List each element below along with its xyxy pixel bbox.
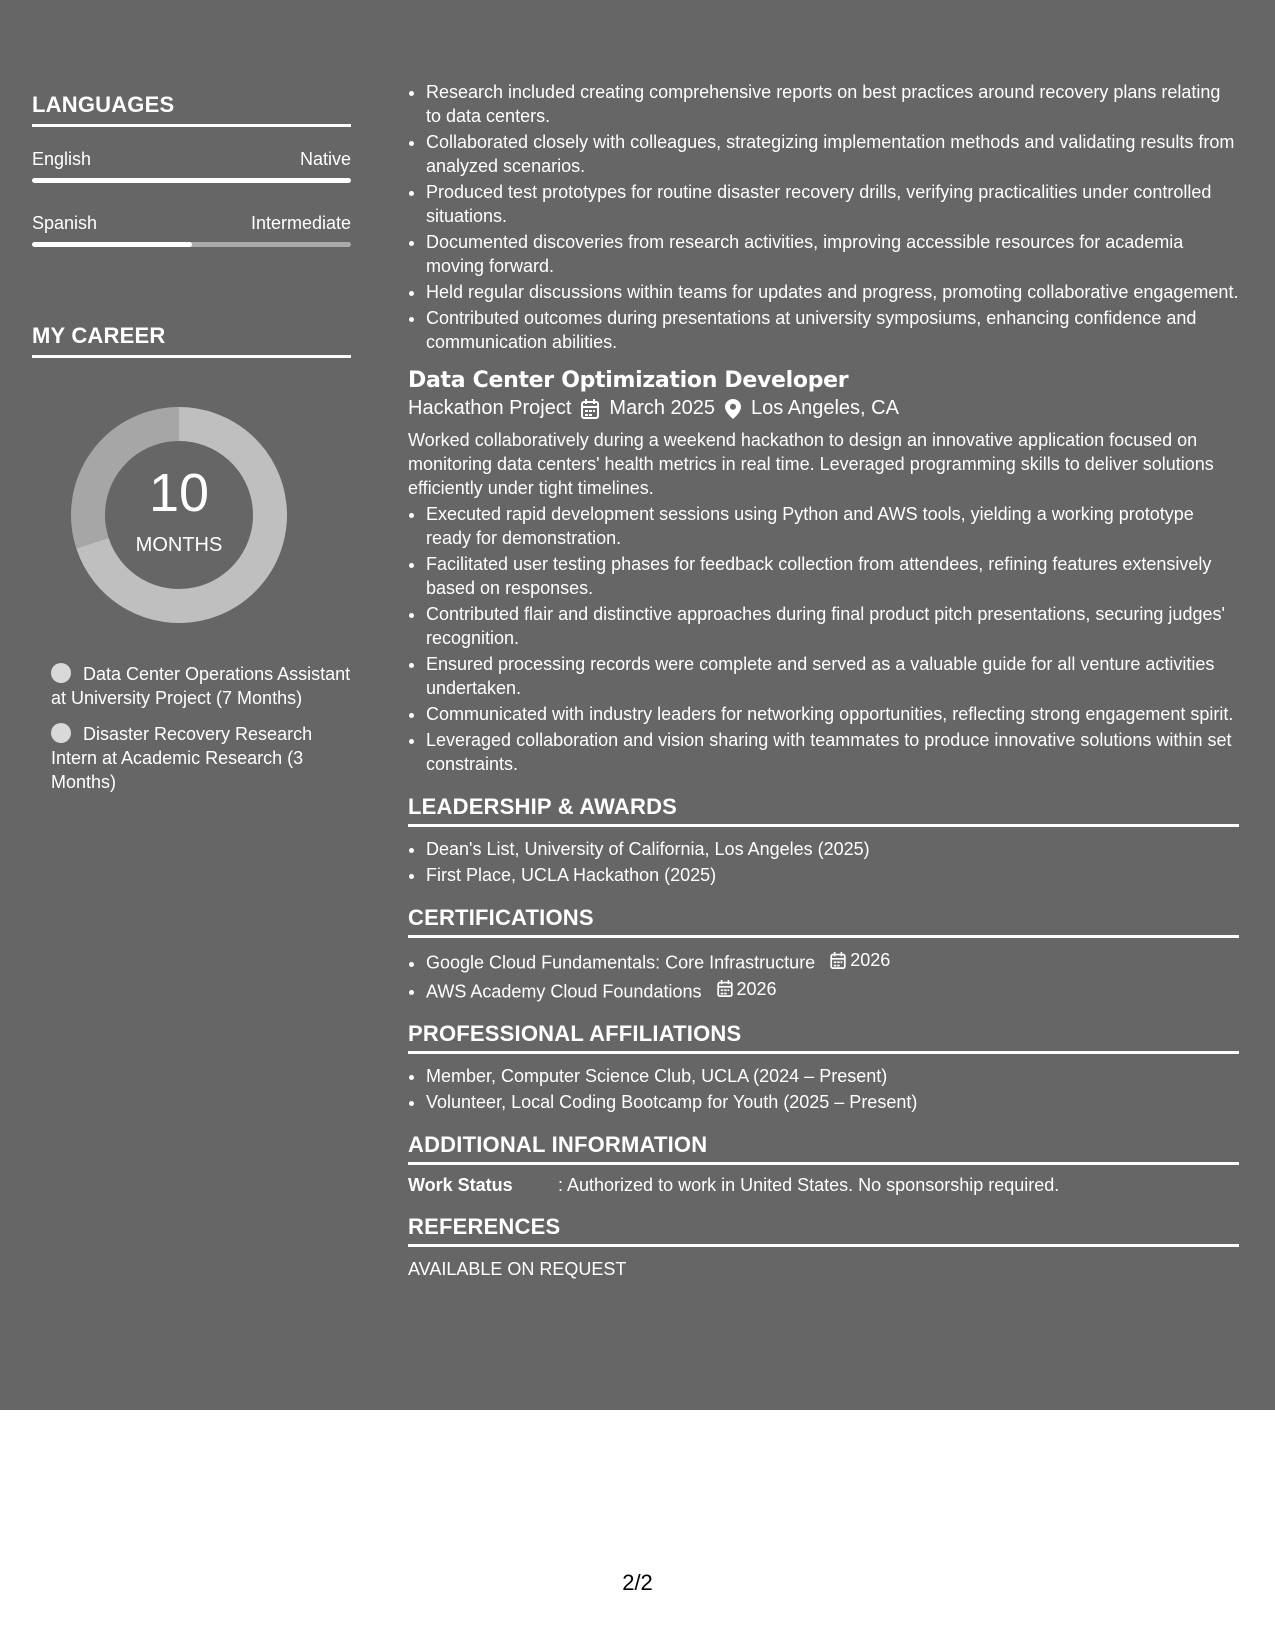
certification-name: Google Cloud Fundamentals: Core Infrastructure (426, 952, 816, 973)
language-level-fill (32, 178, 351, 183)
certification-year-group (717, 977, 777, 1001)
career-donut-chart (66, 402, 292, 628)
list-item: • Ensured processing records were complete and served as a valuable guide for all venture activities undertaken. (426, 652, 1239, 700)
job-date: March 2025 (609, 397, 716, 419)
certifications-section (408, 905, 1239, 1003)
language-level-bar (32, 178, 351, 183)
job-description: Worked collaboratively during a weekend hackathon to design an innovative application focused on monitoring data centers' health metrics in real time. Leveraged programming skills to deliver solutions efficiently under tight timelines. (408, 430, 1214, 498)
career-item-label: Disaster Recovery Research Intern at Academic Research (3 Months) (51, 724, 313, 792)
language-name: Spanish (32, 213, 98, 233)
list-item: • Contributed flair and distinctive approaches during final product pitch presentations, securing judges' recognition. (426, 602, 1239, 650)
language-item-spanish (32, 213, 351, 247)
language-level-bar (32, 242, 351, 247)
certification-year: 2026 (736, 978, 777, 999)
career-dot-icon (51, 723, 71, 743)
references-heading: REFERENCES (408, 1214, 1239, 1247)
certification-name: AWS Academy Cloud Foundations (426, 981, 702, 1001)
previous-job-bullets (408, 80, 1239, 354)
career-item (51, 662, 351, 710)
work-status-value: : Authorized to work in United States. No sponsorship required. (558, 1175, 1060, 1195)
leadership-list (408, 837, 1239, 887)
page-number: 2/2 (622, 1570, 653, 1595)
additional-info-section (408, 1132, 1239, 1196)
list-item: • Produced test prototypes for routine disaster recovery drills, verifying practicalities under controlled situations. (426, 180, 1239, 228)
list-item: • Facilitated user testing phases for feedback collection from attendees, refining features extensively based on responses. (426, 552, 1239, 600)
language-item-english (32, 149, 351, 183)
language-level: Intermediate (250, 213, 351, 233)
sidebar (32, 92, 351, 806)
job-company: Hackathon Project (408, 397, 572, 419)
work-status-label: Work Status (408, 1175, 513, 1195)
leadership-section (408, 794, 1239, 887)
list-item: • Research included creating comprehensive reports on best practices around recovery plans relating to data centers. (426, 80, 1239, 128)
references-section (408, 1214, 1239, 1280)
list-item: • Documented discoveries from research activities, improving accessible resources for academia moving forward. (426, 230, 1239, 278)
list-item: • Executed rapid development sessions using Python and AWS tools, yielding a working prototype ready for demonstration. (426, 502, 1239, 550)
list-item: • Volunteer, Local Coding Bootcamp for Youth (2025 – Present) (426, 1090, 1239, 1114)
calendar-icon (830, 952, 846, 969)
list-item: • Member, Computer Science Club, UCLA (2024 – Present) (426, 1064, 1239, 1088)
work-status-row (408, 1175, 1239, 1196)
list-item: • Contributed outcomes during presentations at university symposiums, enhancing confidence and communication abilities. (426, 306, 1239, 354)
job-location: Los Angeles, CA (751, 397, 899, 419)
career-item (51, 722, 351, 794)
list-item (426, 977, 1239, 1004)
certifications-list (408, 948, 1239, 1003)
language-name: English (32, 149, 92, 169)
leadership-heading: LEADERSHIP & AWARDS (408, 794, 1239, 827)
additional-info-heading: ADDITIONAL INFORMATION (408, 1132, 1239, 1165)
certification-year-group (830, 948, 890, 972)
certifications-heading: CERTIFICATIONS (408, 905, 1239, 938)
references-text: AVAILABLE ON REQUEST (408, 1259, 627, 1279)
job-title: Data Center Optimization Developer (408, 368, 849, 393)
career-total-value: 10 (148, 463, 210, 523)
calendar-icon (581, 399, 599, 419)
job-meta (408, 397, 1239, 420)
list-item: • Held regular discussions within teams for updates and progress, promoting collaborative engagement. (426, 280, 1239, 304)
job-bullets (408, 502, 1239, 776)
list-item: • Dean's List, University of California, Los Angeles (2025) (426, 837, 1239, 861)
career-heading: MY CAREER (32, 323, 351, 358)
career-list (32, 662, 351, 794)
list-item: • Collaborated closely with colleagues, strategizing implementation methods and validating results from analyzed scenarios. (426, 130, 1239, 178)
list-item: • Leveraged collaboration and vision sharing with teammates to produce innovative solutions within set constraints. (426, 728, 1239, 776)
affiliations-heading: PROFESSIONAL AFFILIATIONS (408, 1021, 1239, 1054)
calendar-icon (717, 980, 733, 997)
career-item-label: Data Center Operations Assistant at University Project (7 Months) (51, 664, 351, 708)
language-level: Native (299, 149, 351, 169)
list-item: • First Place, UCLA Hackathon (2025) (426, 863, 1239, 887)
language-level-fill (32, 242, 192, 247)
affiliations-list (408, 1064, 1239, 1114)
list-item: • Communicated with industry leaders for networking opportunities, reflecting strong engagement spirit. (426, 702, 1239, 726)
certification-year: 2026 (850, 950, 891, 970)
career-total-unit: MONTHS (135, 534, 223, 556)
main-column (408, 80, 1239, 1280)
list-item (426, 948, 1239, 975)
location-pin-icon (725, 399, 741, 419)
career-dot-icon (51, 663, 71, 683)
affiliations-section (408, 1021, 1239, 1114)
languages-heading: LANGUAGES (32, 92, 351, 127)
job-entry (408, 368, 1239, 776)
